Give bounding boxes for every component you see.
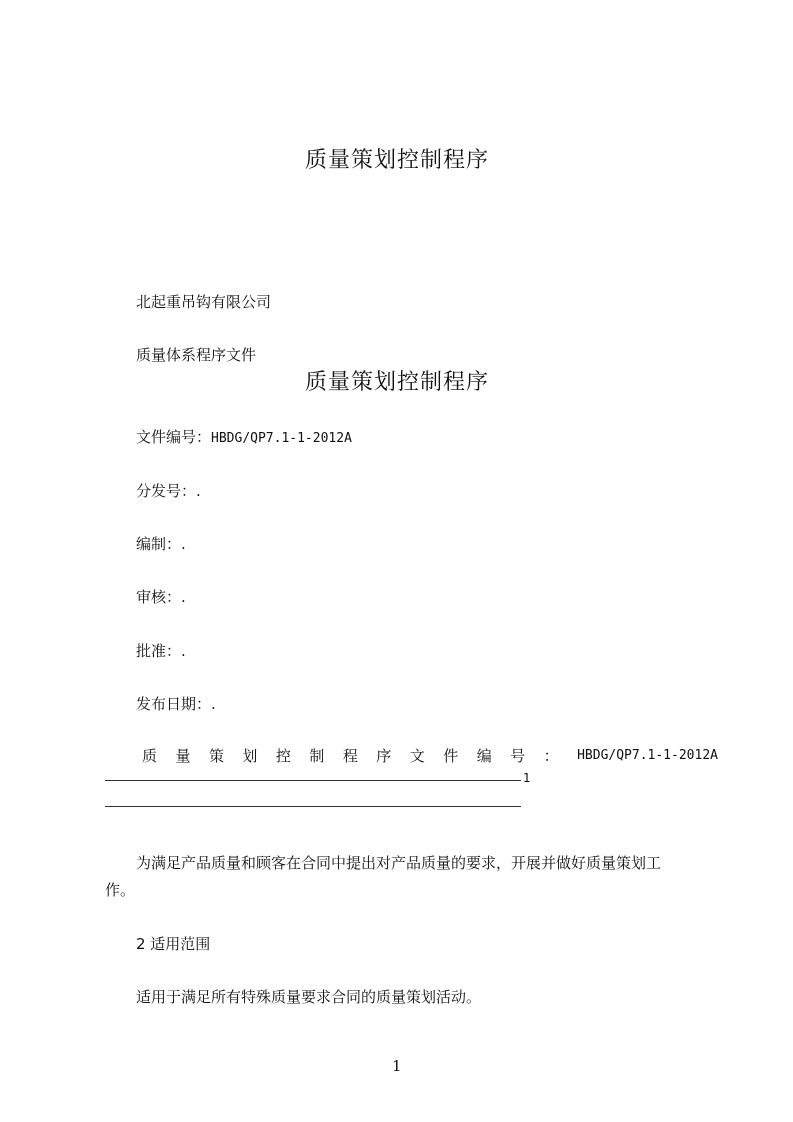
toc-char: 号 bbox=[510, 747, 526, 765]
page-number: 1 bbox=[392, 1057, 402, 1075]
toc-char: 量 bbox=[175, 747, 191, 765]
scope-text: 适用于满足所有特殊质量要求合同的质量策划活动。 bbox=[136, 988, 482, 1006]
toc-leader-line bbox=[105, 780, 521, 781]
release-date: 发布日期：. bbox=[136, 695, 216, 713]
cover-title: 质量策划控制程序 bbox=[305, 148, 490, 173]
company-name: 北起重吊钩有限公司 bbox=[136, 293, 272, 311]
scope-heading: 2 适用范围 bbox=[136, 935, 211, 953]
approved-by: 批准：. bbox=[136, 642, 186, 660]
document-number-label: 文件编号： bbox=[136, 428, 212, 446]
toc-char: 控 bbox=[275, 747, 291, 765]
prepared-by: 编制：. bbox=[136, 535, 186, 553]
toc-char: 件 bbox=[443, 747, 459, 765]
purpose-paragraph-line2: 作。 bbox=[105, 881, 136, 899]
toc-char: 程 bbox=[342, 747, 358, 765]
divider-line bbox=[105, 806, 521, 807]
toc-char: ： bbox=[543, 747, 559, 765]
toc-char: 策 bbox=[208, 747, 224, 765]
toc-header-line bbox=[142, 745, 718, 766]
toc-char: 序 bbox=[376, 747, 392, 765]
document-number-field bbox=[136, 426, 352, 447]
toc-document-number: HBDG/QP7.1-1-2012A bbox=[577, 748, 718, 763]
toc-char: 质 bbox=[142, 747, 158, 765]
toc-char: 制 bbox=[309, 747, 325, 765]
toc-char: 编 bbox=[476, 747, 492, 765]
purpose-paragraph-line1: 为满足产品质量和顾客在合同中提出对产品质量的要求，开展并做好质量策划工 bbox=[136, 854, 662, 872]
toc-char: 文 bbox=[409, 747, 425, 765]
document-number-value: HBDG/QP7.1-1-2012A bbox=[211, 431, 352, 446]
toc-char: 划 bbox=[242, 747, 258, 765]
distribution-number: 分发号：. bbox=[136, 482, 201, 500]
reviewed-by: 审核：. bbox=[136, 588, 186, 606]
document-type: 质量体系程序文件 bbox=[136, 346, 257, 364]
toc-page-ref: 1 bbox=[523, 771, 531, 785]
inner-title: 质量策划控制程序 bbox=[305, 370, 490, 395]
